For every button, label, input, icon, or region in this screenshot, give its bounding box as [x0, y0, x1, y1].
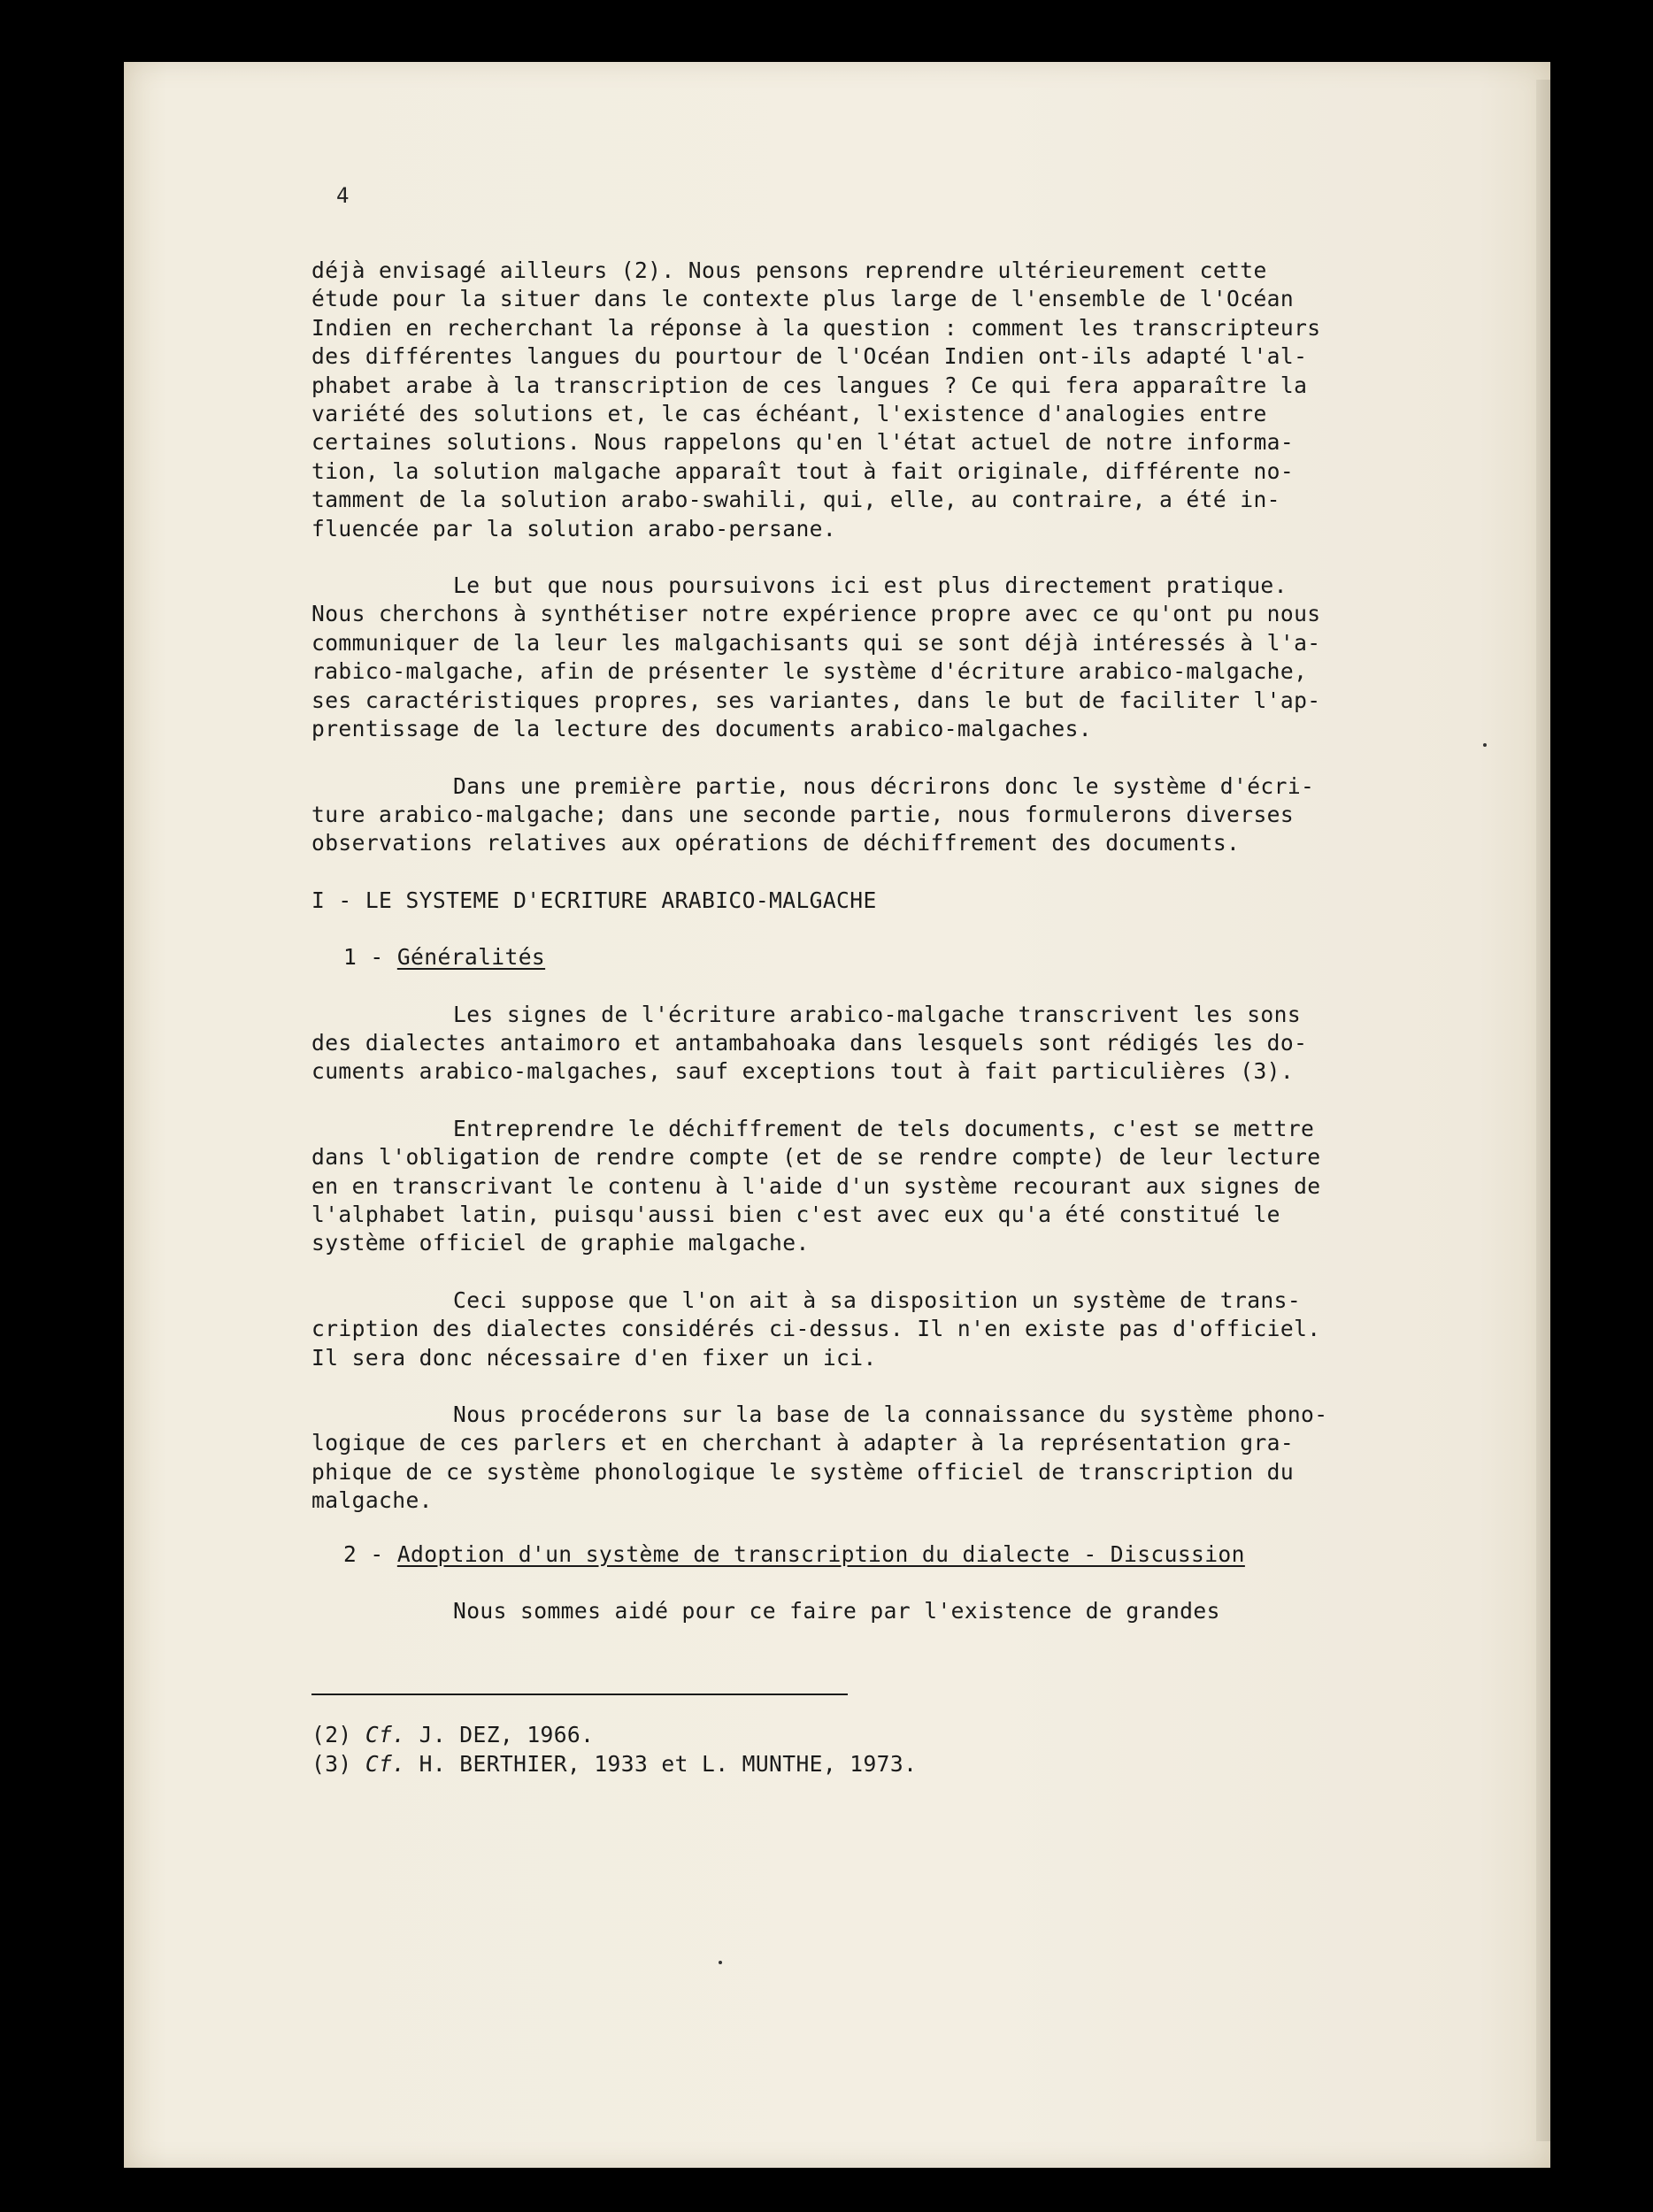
text-line: ses caractéristiques propres, ses variantes, dans le but de faciliter l'ap- — [311, 687, 1321, 713]
text-line: Entreprendre le déchiffrement de tels documents, c'est se mettre — [453, 1115, 1315, 1141]
text-line: phique de ce système phonologique le système officiel de transcription du — [311, 1458, 1295, 1485]
paper-speck — [1483, 743, 1487, 747]
text-line: Il sera donc nécessaire d'en fixer un ici. — [311, 1344, 877, 1371]
paragraph-5 — [311, 1115, 1373, 1258]
text-line: système officiel de graphie malgache. — [311, 1230, 810, 1256]
paragraph-3 — [311, 772, 1373, 858]
text-line: prentissage de la lecture des documents arabico-malgaches. — [311, 716, 1092, 742]
text-line: observations relatives aux opérations de déchiffrement des documents. — [311, 830, 1241, 856]
text-line: rabico-malgache, afin de présenter le système d'écriture arabico-malgache, — [311, 658, 1308, 685]
text-line: logique de ces parlers et en cherchant à adapter à la représentation gra- — [311, 1430, 1295, 1456]
text-line: Les signes de l'écriture arabico-malgache transcrivent les sons — [453, 1001, 1302, 1027]
paragraph-1 — [311, 257, 1373, 543]
paragraph-6 — [311, 1286, 1373, 1372]
subsection-heading-1 — [311, 943, 1373, 972]
subsection-title: Généralités — [396, 944, 546, 971]
footnote-3: (3) Cf. H. BERTHIER, 1933 et L. MUNTHE, 1973. — [311, 1751, 918, 1777]
footnote-separator — [311, 1694, 848, 1695]
text-line: variété des solutions et, le cas échéant, l'existence d'analogies entre — [311, 401, 1267, 427]
text-line: malgache. — [311, 1487, 433, 1514]
text-line: étude pour la situer dans le contexte plus large de l'ensemble de l'Océan — [311, 286, 1295, 312]
text-line: l'alphabet latin, puisqu'aussi bien c'est avec eux qu'a été constitué le — [311, 1201, 1280, 1227]
text-line: Nous procéderons sur la base de la connaissance du système phono- — [453, 1402, 1328, 1427]
text-line: Nous sommes aidé pour ce faire par l'existence de grandes — [453, 1598, 1220, 1624]
subsection-number: 1 - — [343, 944, 397, 971]
section-heading: I - LE SYSTEME D'ECRITURE ARABICO-MALGACHE — [311, 887, 877, 913]
paper-edge — [1536, 80, 1550, 2141]
text-line: fluencée par la solution arabo-persane. — [311, 515, 837, 541]
text-line: en en transcrivant le contenu à l'aide d'un système recourant aux signes de — [311, 1172, 1321, 1199]
text-line: déjà envisagé ailleurs (2). Nous pensons reprendre ultérieurement cette — [311, 257, 1267, 283]
text-line: tamment de la solution arabo-swahili, qui, elle, au contraire, a été in- — [311, 487, 1280, 513]
subsection-title: Adoption d'un système de transcription du dialecte - Discussion — [396, 1540, 1245, 1567]
text-line: Le but que nous poursuivons ici est plus directement pratique. — [453, 572, 1288, 599]
text-line: cuments arabico-malgaches, sauf exceptions tout à fait particulières (3). — [311, 1058, 1295, 1085]
text-line: Nous cherchons à synthétiser notre expérience propre avec ce qu'ont pu nous — [311, 601, 1321, 627]
text-line: Indien en recherchant la réponse à la question : comment les transcripteurs — [311, 314, 1321, 341]
body-text — [311, 257, 1373, 1625]
page-number: 4 — [336, 183, 350, 208]
text-line: communiquer de la leur les malgachisants qui se sont déjà intéressés à l'a- — [311, 629, 1321, 656]
text-line: des différentes langues du pourtour de l'Océan Indien ont-ils adapté l'al- — [311, 343, 1308, 370]
text-line: ture arabico-malgache; dans une seconde partie, nous formulerons diverses — [311, 801, 1295, 827]
text-line: Dans une première partie, nous décrirons donc le système d'écri- — [453, 772, 1315, 799]
paragraph-7 — [311, 1401, 1373, 1516]
subsection-number: 2 - — [343, 1540, 397, 1567]
footnote-2: (2) Cf. J. DEZ, 1966. — [311, 1722, 595, 1747]
paragraph-4 — [311, 1001, 1373, 1087]
text-line: phabet arabe à la transcription de ces langues ? Ce qui fera apparaître la — [311, 372, 1308, 398]
paper-speck — [719, 1961, 722, 1964]
footnotes — [311, 1720, 917, 1778]
paragraph-2 — [311, 572, 1373, 743]
text-line: cription des dialectes considérés ci-dessus. Il n'en existe pas d'officiel. — [311, 1316, 1321, 1342]
text-line: Ceci suppose que l'on ait à sa disposition un système de trans- — [453, 1286, 1302, 1313]
text-line: tion, la solution malgache apparaît tout à fait originale, différente no- — [311, 457, 1295, 484]
text-line: dans l'obligation de rendre compte (et de se rendre compte) de leur lecture — [311, 1144, 1321, 1171]
subsection-heading-2 — [311, 1540, 1373, 1569]
text-line: certaines solutions. Nous rappelons qu'en l'état actuel de notre informa- — [311, 429, 1295, 456]
paragraph-8 — [311, 1597, 1373, 1625]
text-line: des dialectes antaimoro et antambahoaka dans lesquels sont rédigés les do- — [311, 1029, 1308, 1056]
